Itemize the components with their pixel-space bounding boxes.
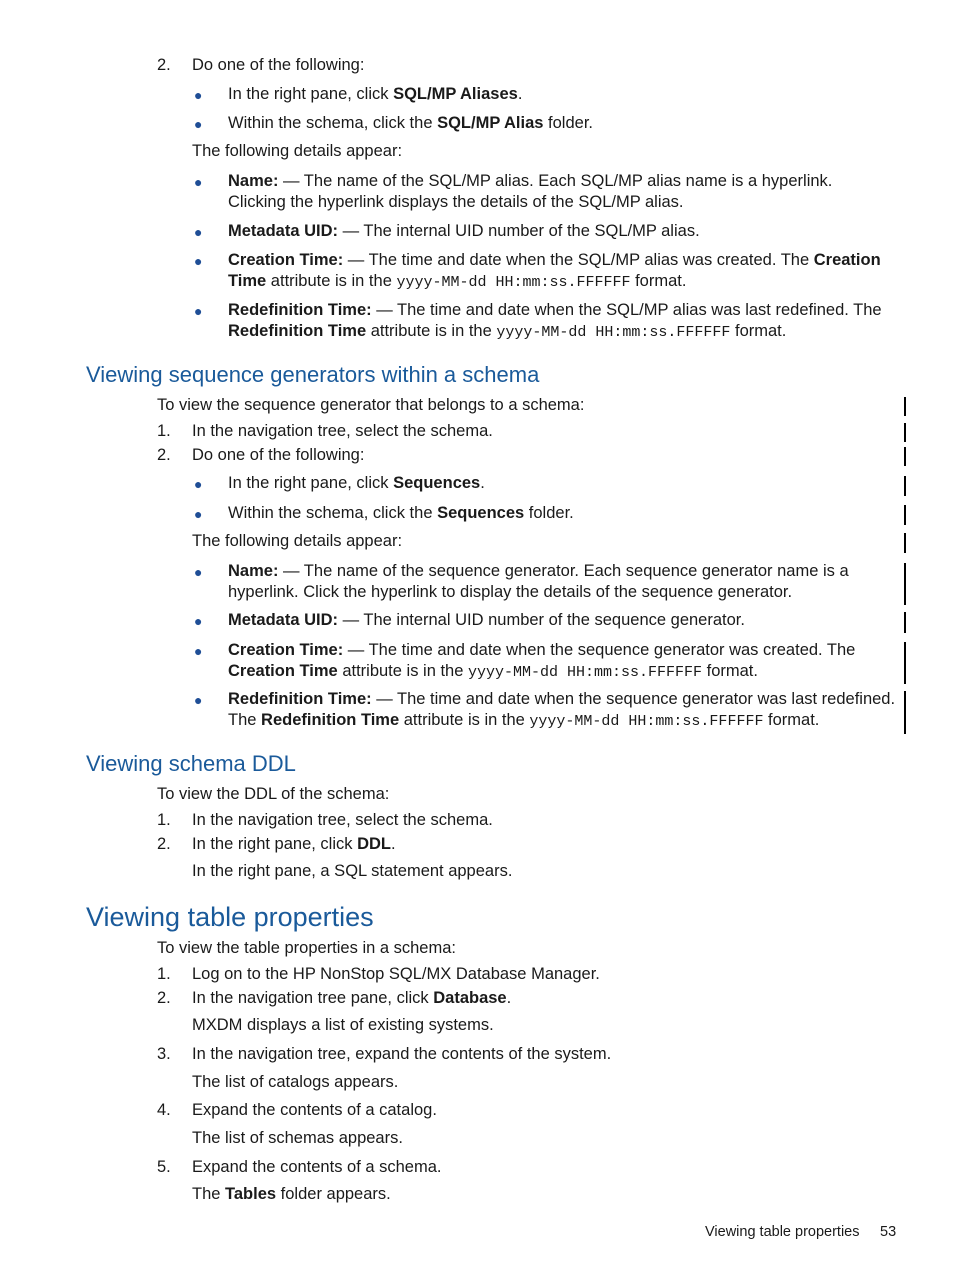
bullet-icon: ● [194, 116, 203, 132]
step-result: In the right pane, a SQL statement appears. [192, 862, 513, 880]
detail-item-creation-time: Creation Time: — The time and date when the SQL/MP alias was created. The Creation Time attribute is in the yyyy-MM-dd HH:mm:ss.FFFFFF format. [228, 251, 881, 291]
step-text: Do one of the following: [192, 446, 365, 464]
change-bar [904, 476, 906, 496]
step-text: In the navigation tree, expand the contents of the system. [192, 1045, 612, 1063]
section-heading: Viewing schema DDL [86, 751, 296, 776]
change-bar [904, 447, 906, 466]
step-text: Expand the contents of a schema. [192, 1158, 442, 1176]
change-bar [904, 397, 906, 416]
step-number: 1. [157, 965, 171, 983]
list-item: In the right pane, click Sequences. [228, 474, 485, 492]
step-number: 4. [157, 1101, 171, 1119]
bullet-icon: ● [194, 476, 203, 492]
list-item: Within the schema, click the SQL/MP Alias folder. [228, 114, 593, 132]
detail-item-name: Name: — The name of the SQL/MP alias. Each SQL/MP alias name is a hyperlink. Clicking the hyperlink displays the details of the SQL/MP alias. [228, 172, 833, 211]
detail-item-redefinition-time: Redefinition Time: — The time and date when the SQL/MP alias was last redefined. The Redefinition Time attribute is in the yyyy-MM-dd HH:mm:ss.FFFFFF format. [228, 301, 882, 341]
page-number: 53 [880, 1224, 897, 1240]
step-result: The list of catalogs appears. [192, 1073, 399, 1091]
step-number: 5. [157, 1158, 171, 1176]
detail-item-creation-time: Creation Time: — The time and date when the sequence generator was created. The Creation Time attribute is in the yyyy-MM-dd HH:mm:ss.FFFFFF format. [228, 641, 856, 681]
section-intro: To view the DDL of the schema: [157, 785, 390, 803]
section-heading-large: Viewing table properties [86, 902, 374, 932]
bullet-icon: ● [194, 564, 203, 580]
section-intro: To view the table properties in a schema: [157, 939, 456, 957]
step-number: 2. [157, 446, 171, 464]
step-number: 2. [157, 989, 171, 1007]
step-number: 1. [157, 422, 171, 440]
list-item: In the right pane, click SQL/MP Aliases. [228, 85, 523, 103]
step-text: In the navigation tree, select the schema. [192, 811, 493, 829]
step-number: 2. [157, 56, 171, 74]
step-result: The list of schemas appears. [192, 1129, 403, 1147]
bullet-icon: ● [194, 224, 203, 240]
bullet-icon: ● [194, 692, 203, 708]
change-bar [904, 691, 906, 734]
change-bar [904, 563, 906, 605]
bullet-icon: ● [194, 506, 203, 522]
list-item: Within the schema, click the Sequences folder. [228, 504, 574, 522]
section-heading: Viewing sequence generators within a schema [86, 362, 540, 387]
footer-title: Viewing table properties [705, 1224, 860, 1240]
bullet-icon: ● [194, 174, 203, 190]
change-bar [904, 612, 906, 633]
bullet-icon: ● [194, 253, 203, 269]
step-number: 3. [157, 1045, 171, 1063]
change-bar [904, 533, 906, 553]
details-intro: The following details appear: [192, 142, 403, 160]
section-intro: To view the sequence generator that belongs to a schema: [157, 396, 585, 414]
step-number: 1. [157, 811, 171, 829]
details-intro: The following details appear: [192, 532, 403, 550]
step-result: MXDM displays a list of existing systems. [192, 1016, 494, 1034]
detail-item-name: Name: — The name of the sequence generator. Each sequence generator name is a hyperlink. Click the hyperlink to display the details of the sequence generator. [228, 562, 849, 601]
step-text: In the right pane, click DDL. [192, 835, 396, 853]
bullet-icon: ● [194, 87, 203, 103]
step-text: Log on to the HP NonStop SQL/MX Database Manager. [192, 965, 600, 983]
step-text: Expand the contents of a catalog. [192, 1101, 437, 1119]
change-bar [904, 505, 906, 525]
detail-item-uid: Metadata UID: — The internal UID number of the sequence generator. [228, 611, 745, 629]
change-bar [904, 423, 906, 442]
step-number: 2. [157, 835, 171, 853]
change-bar [904, 642, 906, 684]
step-text: In the navigation tree pane, click Database. [192, 989, 512, 1007]
bullet-icon: ● [194, 613, 203, 629]
step-text: In the navigation tree, select the schema. [192, 422, 493, 440]
bullet-icon: ● [194, 303, 203, 319]
detail-item-redefinition-time: Redefinition Time: — The time and date when the sequence generator was last redefined. The Redefinition Time attribute is in the yyyy-MM-dd HH:mm:ss.FFFFFF format. [228, 690, 896, 730]
step-text: Do one of the following: [192, 56, 365, 74]
bullet-icon: ● [194, 643, 203, 659]
detail-item-uid: Metadata UID: — The internal UID number of the SQL/MP alias. [228, 222, 700, 240]
step-result: The Tables folder appears. [192, 1185, 391, 1203]
